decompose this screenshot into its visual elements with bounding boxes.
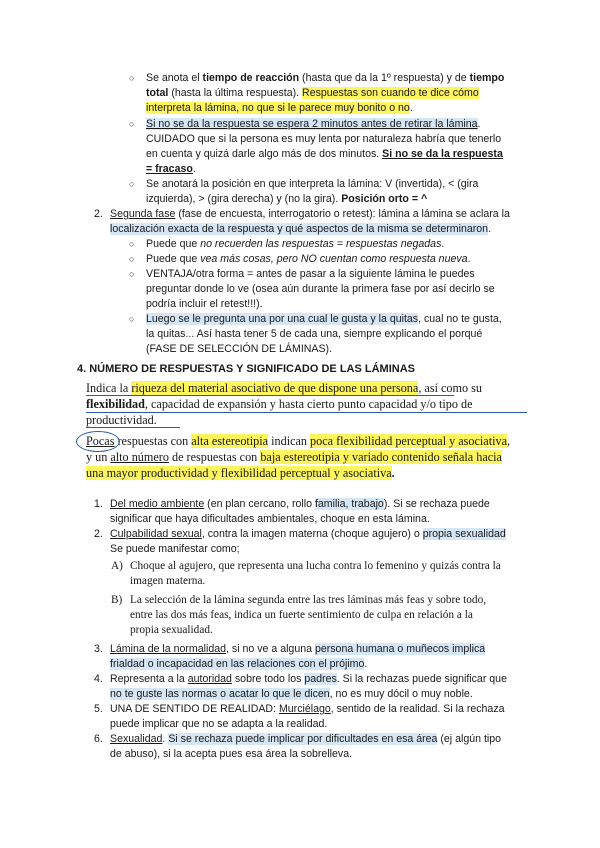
bullet-circle: ○ [129, 179, 135, 189]
bullet-circle: ○ [129, 239, 135, 249]
reaction-time-line-3: interpreta la lámina, no que si le parece muy bonito o no. [146, 102, 413, 114]
highlight-blue: Luego se le pregunta una por una cual le gusta y la quitas [146, 313, 419, 325]
list-item-3-line-2: frialdad o incapacidad en las relaciones con el prójimo. [110, 658, 368, 670]
list-number: 4. [94, 673, 103, 685]
pen-underline [86, 427, 180, 428]
list-item-2-line-1: Culpabilidad sexual, contra la imagen materna (choque agujero) o propia sexualidad [110, 528, 506, 540]
highlight-blue: padres [304, 673, 337, 685]
list-item-2b-line-3: propia sexualidad. [130, 624, 213, 636]
phase2-item-2: Puede que vea más cosas, pero NO cuentan como respuesta nueva. [146, 253, 471, 265]
list-item-6-line-2: de abuso), si la acepta pues esa área la sobrelleva. [110, 748, 353, 760]
no-response-line-4: = fracaso. [146, 163, 196, 175]
list-item-2b-line-2: entre las dos más feas, indica un fuerte sentimiento de culpa en relación a la [130, 609, 473, 621]
phase2-item-4-line-3: (FASE DE SELECCIÓN DE LÁMINAS). [146, 343, 333, 355]
section4-p1-line-2: flexibilidad, capacidad de expansión y hasta cierto punto capacidad y/o tipo de [86, 397, 473, 411]
sublist-label: B) [111, 594, 123, 606]
phase2-item-4-line-2: la quitas... Así hasta tener 5 de cada una, siempre explicando el porqué [146, 328, 483, 340]
reaction-time-line-2: total (hasta la última respuesta). Respuestas son cuando te dice cómo [146, 87, 479, 99]
highlight-yellow: Respuestas son cuando te dice cómo [302, 87, 479, 99]
bullet-circle: ○ [129, 269, 135, 279]
highlight-yellow: riqueza del material asociativo de que dispone una persona [131, 381, 419, 395]
list-number: 1. [94, 498, 103, 510]
list-item-1-line-1: Del medio ambiente (en plan cercano, rollo familia, trabajo). Si se rechaza puede [110, 498, 490, 510]
section4-p1-line-1: Indica la riqueza del material asociativo de que dispone una persona, así como su [86, 381, 482, 395]
highlight-blue: propia sexualidad [422, 528, 506, 540]
reaction-time-line-1: Se anota el tiempo de reacción (hasta que da la 1º respuesta) y de tiempo [146, 72, 505, 84]
list-number: 5. [94, 703, 103, 715]
list-item-5-line-2: puede implicar que no se adapta a la realidad. [110, 718, 328, 730]
pen-underline [86, 395, 454, 396]
pen-circle-annotation [76, 431, 120, 452]
section-heading: 4. NÚMERO DE RESPUESTAS Y SIGNIFICADO DE LAS LÁMINAS [77, 363, 415, 375]
list-number: 6. [94, 733, 103, 745]
highlight-blue: Si se rechaza puede implicar por dificultades en esa área [168, 733, 438, 745]
highlight-blue: no te guste las normas o acatar lo que le dicen [110, 688, 330, 700]
list-item-2-line-2: Se puede manifestar como; [110, 543, 240, 555]
no-response-line-2: CUIDADO que si la persona es muy lenta por naturaleza habría que tenerlo [146, 133, 502, 145]
list-item-6-line-1: Sexualidad. Si se rechaza puede implicar por dificultades en esa área (ej algún tipo [110, 733, 502, 745]
section4-p2-line-3: una mayor productividad y flexibilidad perceptual y asociativa. [86, 466, 395, 480]
highlight-yellow: interpreta la lámina, no que si le parece muy bonito o no [146, 102, 410, 114]
position-line-1: Se anotará la posición en que interpreta la lámina: V (invertida), < (gira [146, 178, 479, 190]
bullet-circle: ○ [129, 254, 135, 264]
highlight-blue: localización exacta de la respuesta y qué aspectos de la misma se determinaron [110, 223, 489, 235]
list-item-4-line-2: no te guste las normas o acatar lo que le dicen, no es muy dócil o muy noble. [110, 688, 473, 700]
list-number: 3. [94, 643, 103, 655]
highlight-yellow: baja estereotipia y variado contenido señala hacia [260, 450, 502, 464]
bullet-circle: ○ [129, 314, 135, 324]
pen-underline [86, 412, 527, 413]
phase2-line-2: localización exacta de la respuesta y qué aspectos de la misma se determinaron. [110, 223, 492, 235]
phase2-item-3-line-1: VENTAJA/otra forma = antes de pasar a la siguiente lámina le puedes [146, 268, 475, 280]
bullet-circle: ○ [129, 119, 135, 129]
list-item-4-line-1: Representa a la autoridad sobre todo los padres. Si la rechazas puede significar que [110, 673, 507, 685]
list-item-2a-line-2: imagen materna. [130, 575, 206, 587]
bullet-circle: ○ [129, 73, 135, 83]
list-item-3-line-1: Lámina de la normalidad, si no ve a alguna persona humana o muñecos implica [110, 643, 486, 655]
list-item-2a-line-1: Choque al agujero, que representa una lucha contra lo femenino y quizás contra la [130, 560, 501, 572]
section4-p2-line-1: Pocas respuestas con alta estereotipia indican poca flexibilidad perceptual y asociativa, [86, 434, 511, 448]
phase2-item-4-line-1: Luego se le pregunta una por una cual le gusta y la quitas, cual no te gusta, [146, 313, 502, 325]
highlight-yellow: una mayor productividad y flexibilidad perceptual y asociativa [86, 466, 392, 480]
phase2-item-1: Puede que no recuerden las respuestas = respuestas negadas. [146, 238, 445, 250]
highlight-yellow: alta estereotipia [191, 434, 269, 448]
highlight-blue: familia, trabajo [314, 498, 384, 510]
position-line-2: izquierda), > (gira derecha) y (no la gira). Posición orto = ^ [146, 193, 428, 205]
highlight-yellow: poca flexibilidad perceptual y asociativa [310, 434, 507, 448]
no-response-line-3: en cuenta y quizá darle algo más de dos minutos. Si no se da la respuesta [146, 148, 503, 160]
sublist-label: A) [111, 560, 123, 572]
highlight-blue: Si no se da la respuesta se espera 2 minutos antes de retirar la lámina [146, 118, 478, 130]
highlight-blue: frialdad o incapacidad en las relaciones con el prójimo [110, 658, 365, 670]
highlight-blue: persona humana o muñecos implica [314, 643, 486, 655]
list-item-5-line-1: UNA DE SENTIDO DE REALIDAD: Murciélago, sentido de la realidad. Si la rechaza [110, 703, 505, 715]
section4-p2-line-2: y un alto número de respuestas con baja estereotipia y variado contenido señala hacia [86, 450, 502, 464]
phase2-item-3-line-3: podría incluir el retest!!!). [146, 298, 263, 310]
list-item-1-line-2: significar que haya dificultades ambientales, choque en esta lámina. [110, 513, 430, 525]
list-item-2b-line-1: La selección de la lámina segunda entre las tres láminas más feas y sobre todo, [130, 594, 487, 606]
list-number: 2. [94, 528, 103, 540]
no-response-line-1: Si no se da la respuesta se espera 2 minutos antes de retirar la lámina. [146, 118, 481, 130]
section4-p1-line-3: productividad. [86, 413, 157, 427]
list-number: 2. [94, 208, 103, 220]
phase2-item-3-line-2: preguntar donde lo ve (osea aún durante la primera fase por así decirlo se [146, 283, 495, 295]
phase2-line-1: Segunda fase (fase de encuesta, interrogatorio o retest): lámina a lámina se aclara la [110, 208, 510, 220]
